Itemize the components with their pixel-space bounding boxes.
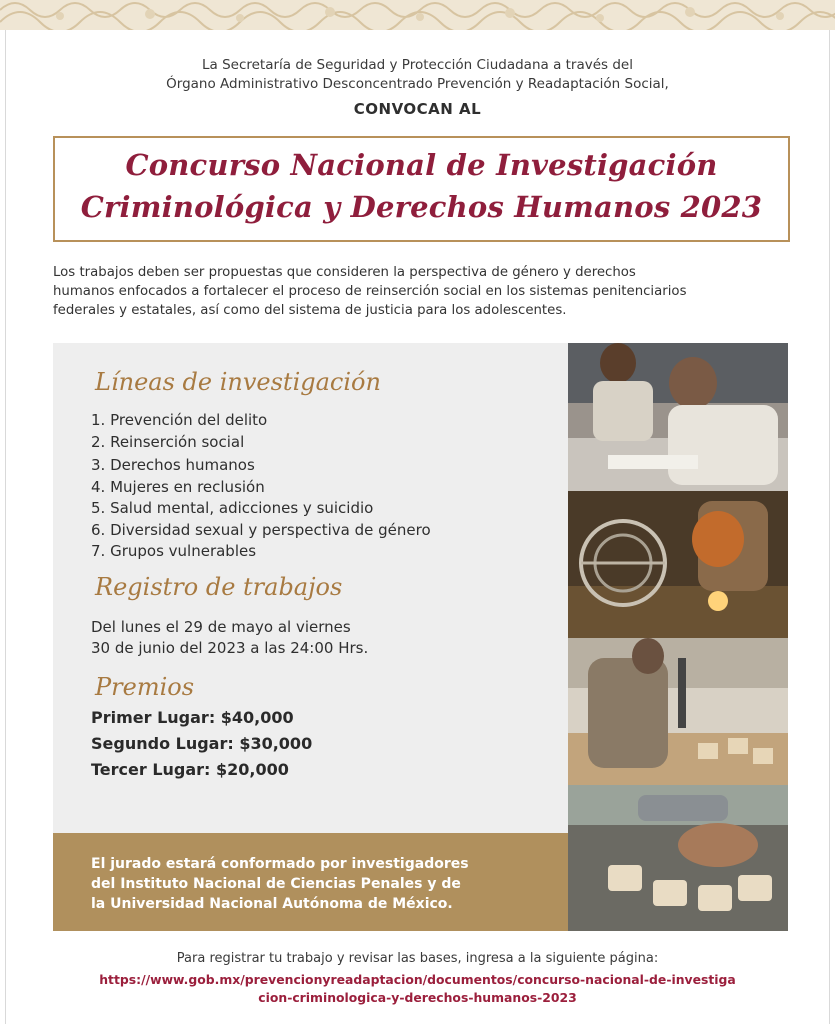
photo-woodwork — [568, 638, 788, 785]
linea-item: 7. Grupos vulnerables — [91, 542, 257, 560]
linea-item: 4. Mujeres en reclusión — [91, 478, 265, 496]
convocan-heading: CONVOCAN AL — [353, 100, 482, 118]
registro-heading: Registro de trabajos — [95, 573, 343, 601]
title-box — [53, 136, 790, 242]
registration-link[interactable]: https://www.gob.mx/prevencionyreadaptacion/documentos/concurso-nacional-de-investiga — [99, 972, 736, 987]
description-line-2: humanos enfocados a fortalecer el proceso de reinserción social en los sistemas penitenciarios — [53, 284, 687, 299]
prize-item: Segundo Lugar: $30,000 — [91, 734, 313, 753]
linea-item: 3. Derechos humanos — [91, 456, 255, 474]
description-line-3: federales y estatales, así como del sistema de justicia para los adolescentes. — [53, 303, 567, 318]
linea-item: 2. Reinserción social — [91, 433, 245, 451]
photo-carving — [568, 785, 788, 931]
intro-line-2: Órgano Administrativo Desconcentrado Prevención y Readaptación Social, — [166, 76, 669, 92]
linea-item: 1. Prevención del delito — [91, 411, 268, 429]
registration-link-continued[interactable]: cion-criminologica-y-derechos-humanos-2023 — [258, 990, 577, 1005]
ornament-pattern — [0, 0, 835, 30]
registro-line-1: Del lunes el 29 de mayo al viernes — [91, 618, 351, 636]
right-border-line — [829, 30, 830, 1024]
premios-heading: Premios — [95, 673, 195, 701]
linea-item: 6. Diversidad sexual y perspectiva de género — [91, 521, 431, 539]
linea-item: 5. Salud mental, adicciones y suicidio — [91, 499, 374, 517]
prize-item: Tercer Lugar: $20,000 — [91, 760, 289, 779]
jury-line-2: del Instituto Nacional de Ciencias Penales y de — [91, 876, 461, 892]
photo-welding — [568, 491, 788, 638]
prize-item: Primer Lugar: $40,000 — [91, 708, 294, 727]
footer-instruction: Para registrar tu trabajo y revisar las bases, ingresa a la siguiente página: — [176, 951, 659, 966]
title-line-2: Criminológica y Derechos Humanos 2023 — [80, 190, 763, 224]
title-line-1: Concurso Nacional de Investigación — [125, 148, 718, 182]
jury-line-1: El jurado estará conformado por investigadores — [91, 856, 469, 872]
left-border-line — [5, 30, 6, 1024]
intro-line-1: La Secretaría de Seguridad y Protección Ciudadana a través del — [201, 57, 633, 73]
lineas-heading: Líneas de investigación — [95, 368, 381, 396]
description-line-1: Los trabajos deben ser propuestas que consideren la perspectiva de género y derechos — [53, 265, 636, 280]
photo-students-writing — [568, 343, 788, 491]
jury-line-3: la Universidad Nacional Autónoma de México. — [91, 896, 453, 912]
decorative-header-banner — [0, 0, 835, 30]
registro-line-2: 30 de junio del 2023 a las 24:00 Hrs. — [91, 639, 369, 657]
